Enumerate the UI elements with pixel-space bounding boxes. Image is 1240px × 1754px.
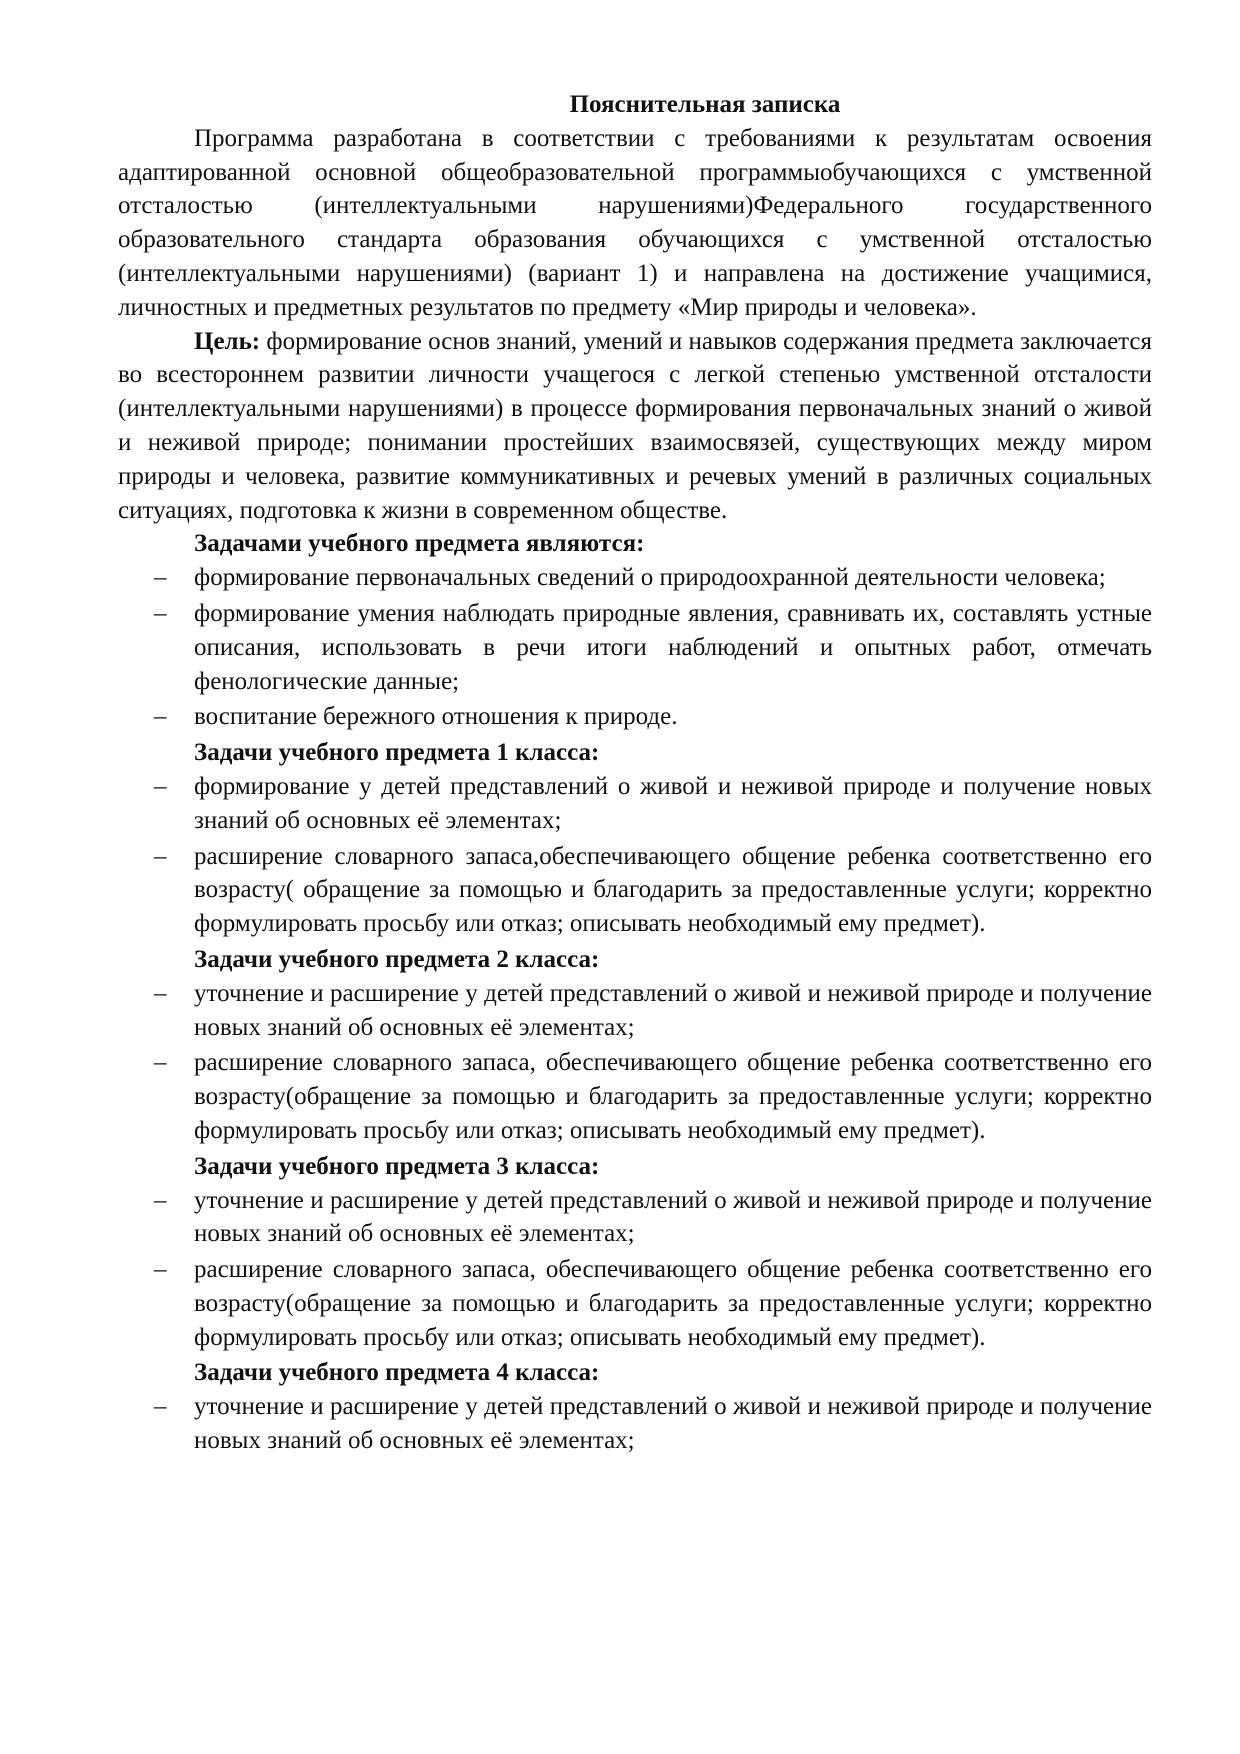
dash-bullet: – — [154, 1049, 167, 1077]
task-text: расширение словарного запаса, обеспечивающего общение ребенка соответственно его возрасту(обращение за помощью и благодарить за предоставленные услуги; корректно формулировать просьбу или отказ; описывать необходимый ему предмет). — [194, 1049, 1152, 1144]
dash-bullet: – — [154, 1393, 167, 1421]
task-text: формирование у детей представлений о живой и неживой природе и получение новых знаний об основных её элементах; — [194, 772, 1152, 834]
document-body — [118, 88, 1152, 1460]
task-item — [118, 1253, 1152, 1354]
task-list — [118, 561, 1152, 734]
dash-bullet: – — [154, 1256, 167, 1284]
goal-label: Цель: — [194, 327, 261, 355]
task-item — [118, 1184, 1152, 1252]
task-item — [118, 977, 1152, 1045]
task-text: уточнение и расширение у детей представлений о живой и неживой природе и получение новых знаний об основных её элементах; — [194, 1186, 1152, 1248]
section-heading: Задачи учебного предмета 3 класса: — [194, 1152, 600, 1180]
dash-bullet: – — [154, 842, 167, 870]
task-text: уточнение и расширение у детей представлений о живой и неживой природе и получение новых знаний об основных её элементах; — [194, 979, 1152, 1041]
dash-bullet: – — [154, 703, 167, 731]
task-list — [118, 770, 1152, 941]
task-item — [118, 561, 1152, 595]
task-list — [118, 1390, 1152, 1458]
intro-paragraph: Программа разработана в соответствии с требованиями к результатам освоения адаптированной основной общеобразовательной программыобучающихся с умственной отсталостью (интеллектуальными нарушениями)Федерального государственного образовательного стандарта образования обучающихся с умственной отсталостью (интеллектуальными нарушениями) (вариант 1) и направлена на достижение учащимися, личностных и предметных результатов по предмету «Мир природы и человека». — [118, 124, 1152, 321]
dash-bullet: – — [154, 1186, 167, 1214]
task-text: уточнение и расширение у детей представлений о живой и неживой природе и получение новых знаний об основных её элементах; — [194, 1393, 1152, 1455]
task-item — [118, 770, 1152, 838]
task-item — [118, 840, 1152, 941]
task-item — [118, 1390, 1152, 1458]
dash-bullet: – — [154, 564, 167, 592]
task-text: расширение словарного запаса, обеспечивающего общение ребенка соответственно его возрасту(обращение за помощью и благодарить за предоставленные услуги; корректно формулировать просьбу или отказ; описывать необходимый ему предмет). — [194, 1256, 1152, 1351]
section-heading: Задачами учебного предмета являются: — [194, 530, 645, 558]
task-text: расширение словарного запаса,обеспечивающего общение ребенка соответственно его возрасту( обращение за помощью и благодарить за предоставленные услуги; корректно формулировать просьбу или отказ; описывать необходимый ему предмет). — [194, 842, 1152, 938]
task-text: формирование умения наблюдать природные явления, сравнивать их, составлять устные описания, использовать в речи итоги наблюдений и опытных работ, отмечать фенологические данные; — [194, 599, 1152, 695]
section-heading: Задачи учебного предмета 4 класса: — [194, 1359, 600, 1387]
task-text: воспитание бережного отношения к природе. — [194, 703, 678, 731]
task-item — [118, 1046, 1152, 1147]
document-title: Пояснительная записка — [569, 91, 841, 118]
section-heading: Задачи учебного предмета 1 класса: — [194, 739, 600, 767]
task-item — [118, 700, 1152, 734]
task-text: формирование первоначальных сведений о природоохранной деятельности человека; — [194, 564, 1106, 592]
goal-text: формирование основ знаний, умений и навыков содержания предмета заключается во всестороннем развитии личности учащегося с легкой степенью умственной отсталости (интеллектуальными нарушениями) в процессе формирования первоначальных знаний о живой и неживой природе; понимании простейших взаимосвязей, существующих между миром природы и человека, развитие коммуникативных и речевых умений в различных социальных ситуациях, подготовка к жизни в современном обществе. — [118, 327, 1152, 524]
dash-bullet: – — [154, 979, 167, 1007]
dash-bullet: – — [154, 599, 167, 627]
task-list — [118, 977, 1152, 1148]
section-heading: Задачи учебного предмета 2 класса: — [194, 945, 600, 973]
task-item — [118, 597, 1152, 698]
goal-paragraph — [118, 325, 1152, 528]
task-list — [118, 1184, 1152, 1355]
dash-bullet: – — [154, 772, 167, 800]
